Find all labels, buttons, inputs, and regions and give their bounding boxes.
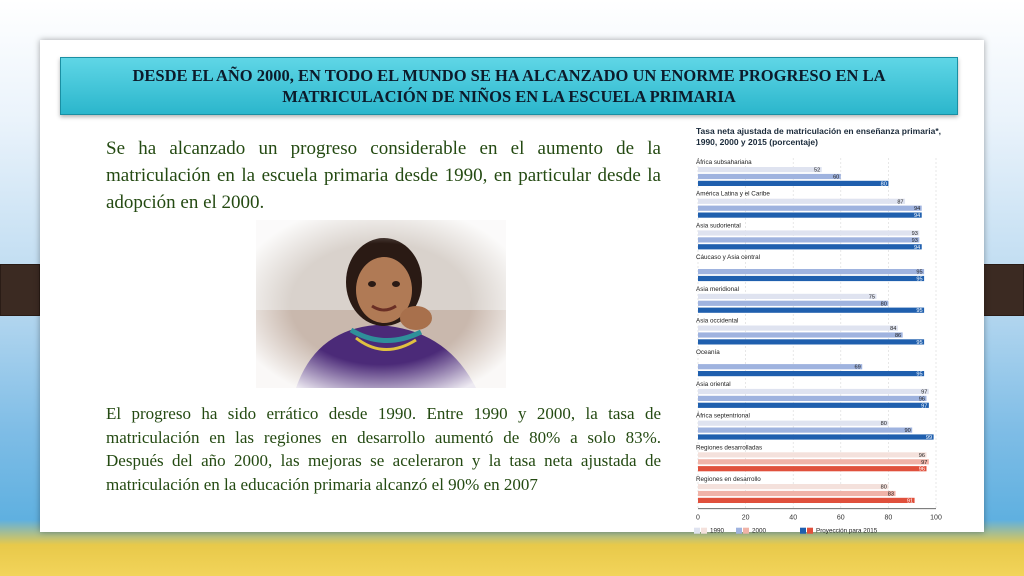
girl-photo xyxy=(256,220,506,388)
bar-value-label: 95 xyxy=(916,308,923,315)
bar xyxy=(698,396,926,401)
category-label: África subsahariana xyxy=(696,159,752,166)
bar-value-label: 95 xyxy=(916,269,923,276)
bar-value-label: 97 xyxy=(921,403,928,410)
bar-value-label: 96 xyxy=(918,452,925,459)
category-label: Asia meridional xyxy=(696,285,740,293)
category-label: Asia oriental xyxy=(696,380,731,388)
legend-swatch xyxy=(743,528,749,534)
bar-value-label: 80 xyxy=(880,421,887,428)
bar xyxy=(698,326,898,331)
bar xyxy=(698,181,888,186)
chart-title: Tasa neta ajustada de matriculación en enseñanza primaria*, 1990, 2000 y 2015 (porcentaje) xyxy=(696,126,942,147)
bar-value-label: 95 xyxy=(916,371,923,378)
bar-value-label: 96 xyxy=(918,466,925,473)
bar-value-label: 93 xyxy=(911,237,918,244)
bar xyxy=(698,421,888,426)
bar xyxy=(698,276,924,281)
x-tick-label: 40 xyxy=(789,514,798,522)
bar xyxy=(698,332,903,337)
bar xyxy=(698,403,929,408)
bar-value-label: 83 xyxy=(887,491,895,498)
bar xyxy=(698,206,922,211)
bar-value-label: 80 xyxy=(880,301,887,308)
category-label: Regiones desarrolladas xyxy=(696,444,763,452)
legend-label: Proyección para 2015 xyxy=(816,527,878,535)
bar xyxy=(698,339,924,344)
title-banner xyxy=(60,57,958,115)
bar-value-label: 97 xyxy=(921,389,928,396)
x-tick-label: 0 xyxy=(696,514,700,522)
bar xyxy=(698,294,877,299)
legend-swatch xyxy=(694,528,700,534)
bar-value-label: 52 xyxy=(814,167,821,174)
bar xyxy=(698,459,929,464)
bar-value-label: 84 xyxy=(890,326,897,333)
bar-value-label: 97 xyxy=(921,459,928,466)
bar xyxy=(698,230,919,235)
bar xyxy=(698,167,822,172)
bar xyxy=(698,428,912,433)
category-label: Asia occidental xyxy=(696,317,739,325)
bar xyxy=(698,244,922,249)
x-tick-label: 20 xyxy=(741,514,750,522)
bar xyxy=(698,308,924,313)
x-tick-label: 80 xyxy=(884,514,893,522)
bar xyxy=(698,466,926,471)
bar xyxy=(698,498,915,503)
bar-value-label: 60 xyxy=(833,174,840,181)
legend-swatch xyxy=(736,528,742,534)
intro-paragraph: Se ha alcanzado un progreso considerable en el aumento de la matriculación en la escuela primaria desde 1990, en particular desde la adopción en el 2000. xyxy=(106,138,661,213)
bar-value-label: 69 xyxy=(854,364,861,371)
legend-label: 2000 xyxy=(752,527,767,535)
bar-value-label: 86 xyxy=(894,333,902,339)
category-label: América Latina y el Caribe xyxy=(696,190,770,198)
bar xyxy=(698,371,924,376)
bar-value-label: 94 xyxy=(913,213,921,220)
bar xyxy=(698,174,841,179)
bar xyxy=(698,484,888,489)
chart-plot xyxy=(690,124,964,535)
bar-value-label: 93 xyxy=(911,231,918,237)
bar-value-label: 90 xyxy=(904,428,911,435)
bar-value-label: 87 xyxy=(897,199,904,206)
bar xyxy=(698,269,924,274)
category-label: Regiones en desarrollo xyxy=(696,476,761,483)
left-side-tab xyxy=(0,264,40,316)
slide-title: DESDE EL AÑO 2000, EN TODO EL MUNDO SE HA ALCANZADO UN ENORME PROGRESO EN LA MATRICULACIÓN DE NIÑOS EN LA ESCUELA PRIMARIA xyxy=(132,66,886,106)
bar-value-label: 75 xyxy=(868,294,875,301)
bar-value-label: 80 xyxy=(880,484,887,491)
category-label: Asia sudoriental xyxy=(696,222,741,230)
slide xyxy=(40,40,984,535)
category-label: Oceanía xyxy=(696,349,720,357)
bar-value-label: 99 xyxy=(925,435,933,441)
x-tick-label: 60 xyxy=(836,514,845,522)
bar xyxy=(698,364,862,369)
legend-label: 1990 xyxy=(710,527,725,535)
bar-value-label: 95 xyxy=(916,339,923,346)
progress-paragraph: El progreso ha sido errático desde 1990. Entre 1990 y 2000, la tasa de matriculación en las regiones en desarrollo aumentó de 80% a solo 83%. Después del año 2000, las mejoras se aceleraron y la tasa neta ajustada de matriculación en la educación primaria alcanzó el 90% en 2007 xyxy=(106,404,661,494)
bar-value-label: 95 xyxy=(916,276,923,283)
bar xyxy=(698,199,905,204)
bar-value-label: 94 xyxy=(913,206,921,213)
bar xyxy=(698,237,919,242)
bar-value-label: 96 xyxy=(918,396,925,403)
bar xyxy=(698,491,896,496)
category-label: Cáucaso y Asia central xyxy=(696,254,761,262)
bar xyxy=(698,434,934,439)
bar xyxy=(698,213,922,218)
bar xyxy=(698,452,926,457)
bar xyxy=(698,389,929,394)
legend-swatch xyxy=(800,528,806,534)
bar-value-label: 91 xyxy=(906,498,914,505)
bar xyxy=(698,301,888,306)
legend-swatch xyxy=(701,528,707,534)
bar-value-label: 94 xyxy=(913,244,921,251)
x-tick-label: 100 xyxy=(930,514,942,522)
enrollment-chart xyxy=(690,124,964,535)
bar-value-label: 80 xyxy=(880,181,887,188)
category-label: África septentrional xyxy=(696,412,750,420)
legend-swatch xyxy=(807,528,813,534)
